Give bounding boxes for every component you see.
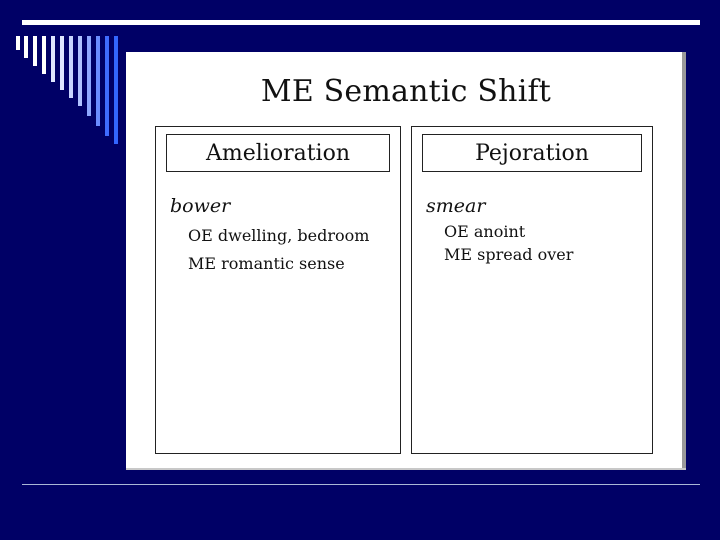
stripe <box>42 36 46 74</box>
pejoration-heading: Pejoration <box>422 134 642 172</box>
amelioration-heading: Amelioration <box>166 134 390 172</box>
stripe <box>51 36 55 82</box>
stripe <box>78 36 82 106</box>
stripe <box>105 36 109 136</box>
amelioration-panel <box>155 126 401 454</box>
stripe <box>87 36 91 116</box>
example-word: smear <box>426 195 486 217</box>
decorative-stripes <box>16 36 120 146</box>
slide-image-bottom-edge <box>126 468 686 470</box>
sense-oe: OE dwelling, bedroom <box>188 226 370 245</box>
example-word: bower <box>170 195 231 217</box>
bottom-rule <box>22 484 700 485</box>
top-rule <box>22 20 700 25</box>
slide-title: ME Semantic Shift <box>260 74 552 109</box>
slide-image-shadow <box>682 52 686 470</box>
stripe <box>24 36 28 58</box>
stripe <box>114 36 118 144</box>
stripe <box>96 36 100 126</box>
stripe <box>33 36 37 66</box>
sense-me: ME romantic sense <box>188 254 345 273</box>
stripe <box>69 36 73 98</box>
stripe <box>60 36 64 90</box>
sense-oe: OE anoint <box>444 222 526 241</box>
pejoration-panel <box>411 126 653 454</box>
stripe <box>16 36 20 50</box>
sense-me: ME spread over <box>444 245 574 264</box>
